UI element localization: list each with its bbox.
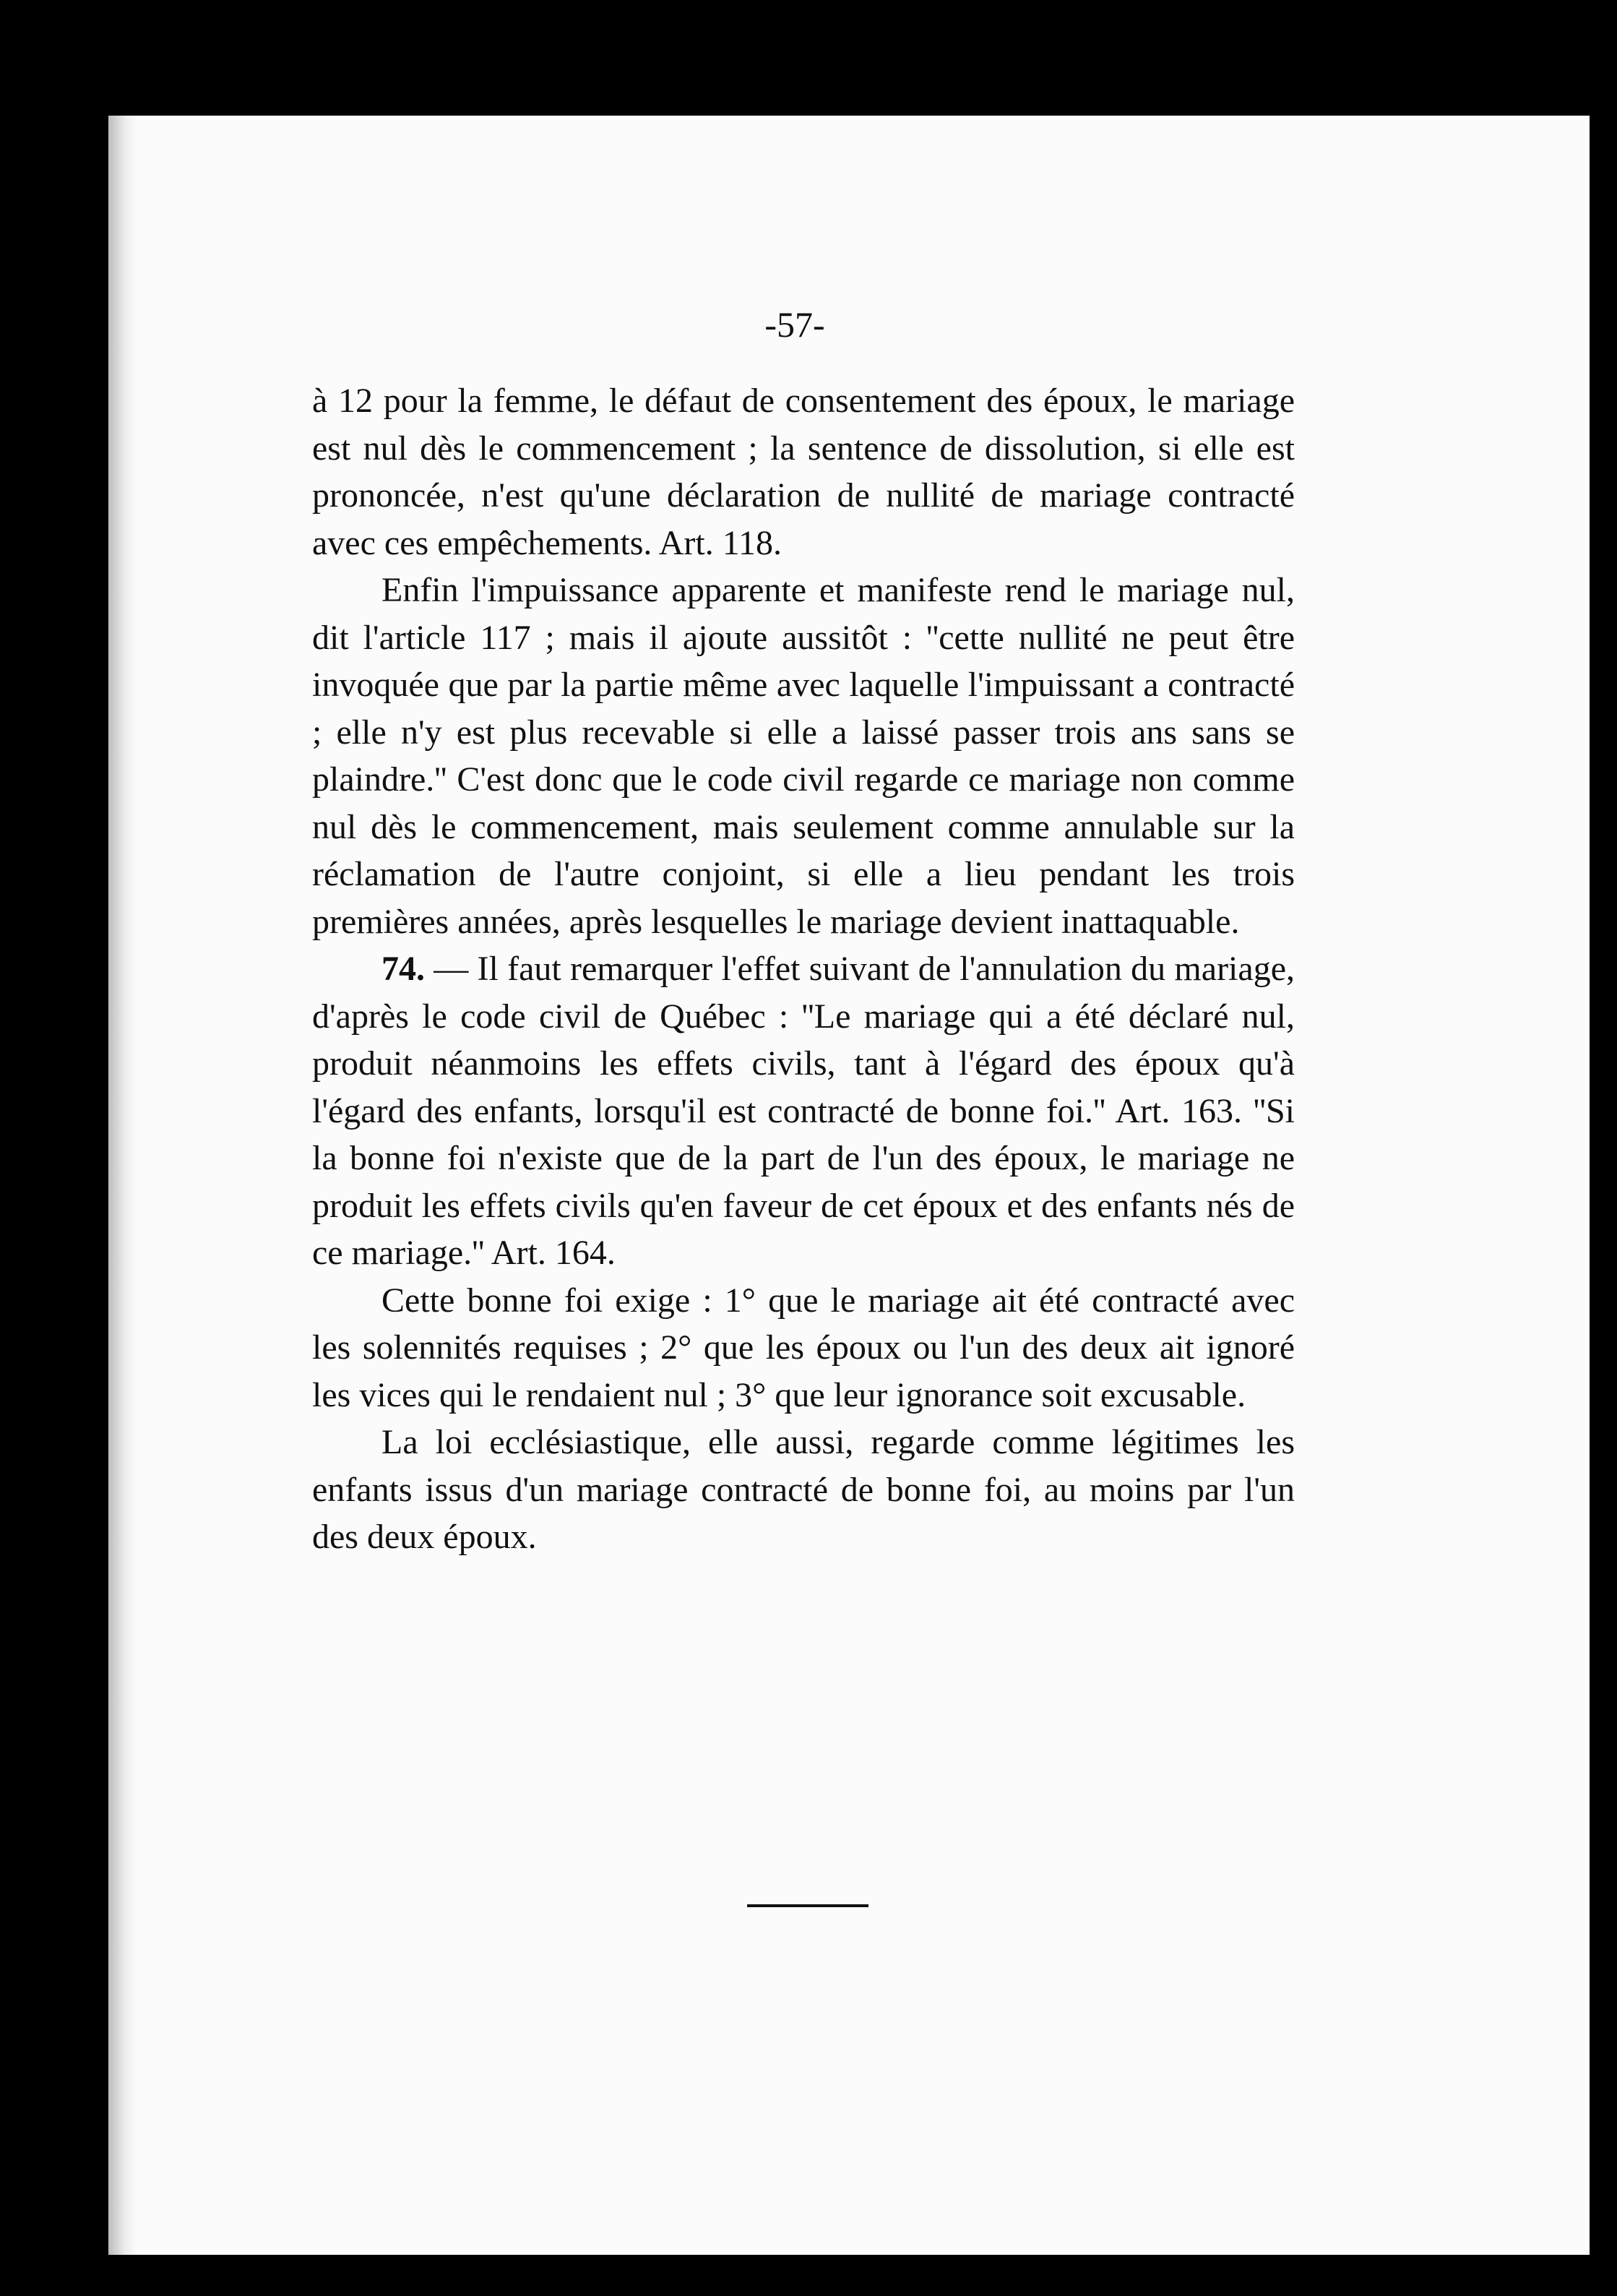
paragraph-5: La loi ecclésiastique, elle aussi, regarde comme légitimes les enfants issus d'un mariage contracté de bonne foi, au moins par l'un des deux époux. [312,1423,1295,1556]
paragraph-2: Enfin l'impuissance apparente et manifeste rend le mariage nul, dit l'article 117 ; mais il ajoute aussitôt : ''cette nullité ne peut être invoquée que par la partie même avec laquelle l'impuissant a contracté ; elle n'y est plus recevable si elle a laissé passer trois ans sans se plaindre.'' C'est donc que le code civil regarde ce mariage non comme nul dès le commencement, mais seulement comme annulable sur la réclamation de l'autre conjoint, si elle a lieu pendant les trois premières années, après lesquelles le mariage devient inattaquable. [312,571,1295,941]
page-spine-shadow [108,116,137,2255]
paragraph-3 [312,945,1295,1277]
paragraph-1: à 12 pour la femme, le défaut de consentement des époux, le mariage est nul dès le commencement ; la sentence de dissolution, si elle est prononcée, n'est qu'une déclaration de nullité de mariage contracté avec ces empêchements. Art. 118. [312,382,1295,562]
paragraph-4: Cette bonne foi exige : 1° que le mariage ait été contracté avec les solennités requises ; 2° que les époux ou l'un des deux ait ignoré les vices qui le rendaient nul ; 3° que leur ignorance soit excusable. [312,1281,1295,1414]
body-text [312,377,1295,1561]
page-number: -57- [764,304,825,345]
section-number: 74. [381,950,425,988]
end-rule-divider [747,1904,868,1907]
paragraph-3-text: — Il faut remarquer l'effet suivant de l'annulation du mariage, d'après le code civil de Québec : ''Le mariage qui a été déclaré nul, produit néanmoins les effets civils, tant à l'égard des époux qu'à l'égard des enfants, lorsqu'il est contracté de bonne foi.'' Art. 163. ''Si la bonne foi n'existe que de la part de l'un des époux, le mariage ne produit les effets civils qu'en faveur de cet époux et des enfants nés de ce mariage.'' Art. 164. [312,950,1295,1272]
